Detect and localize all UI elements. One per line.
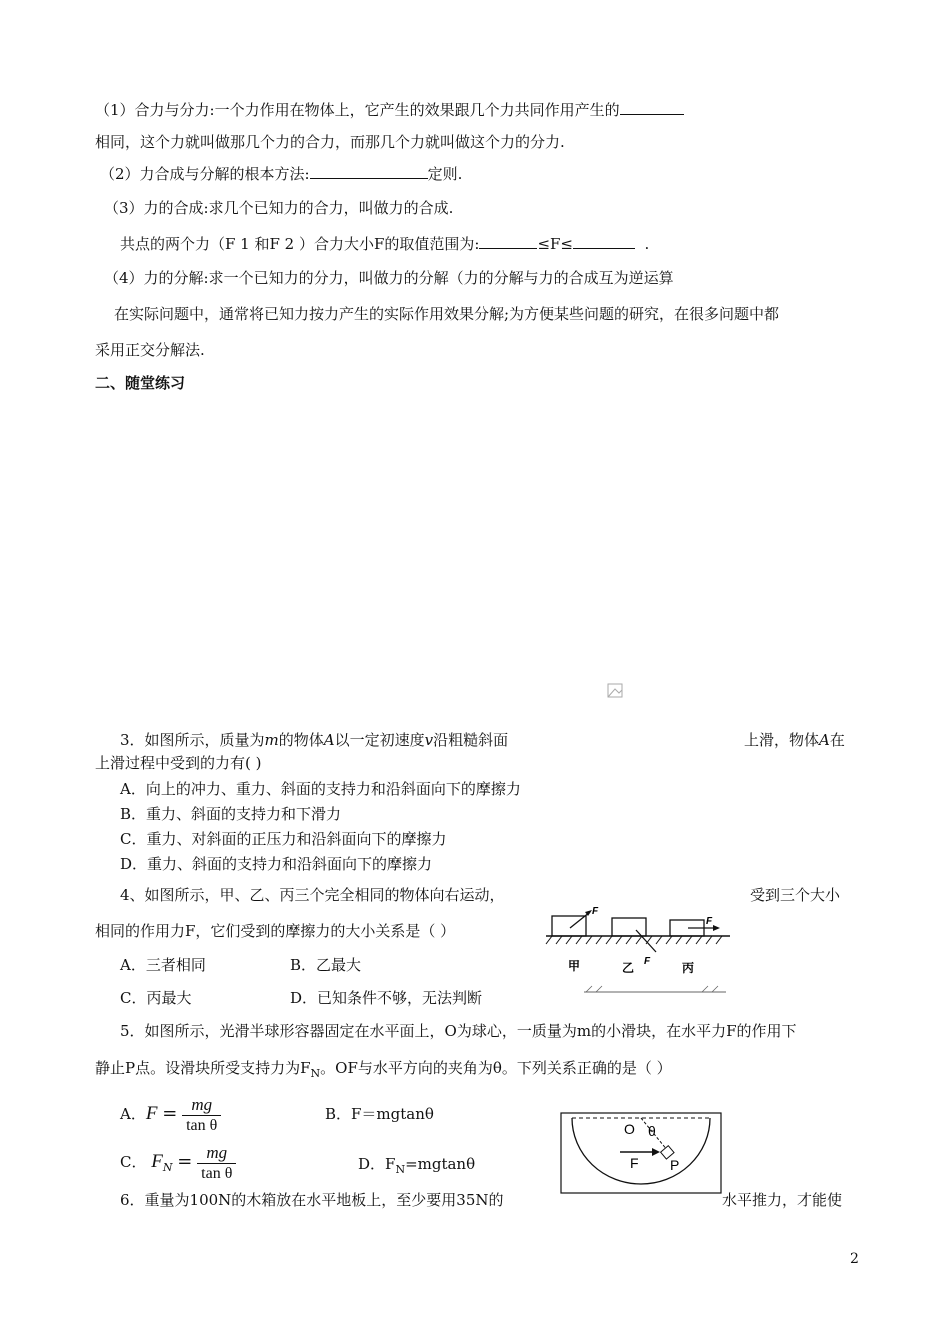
option-d: D．$F_N=mgtan\theta$ [358,1155,476,1176]
text-line: 采用正交分解法. [95,341,205,359]
option-c: C． $F_N$ = $\frac{mg}{\text{tan θ}}$ [120,1142,236,1188]
option-d: D．重力、斜面的支持力和沿斜面向下的摩擦力 [120,855,433,873]
option-b: B．乙最大 [290,956,362,974]
question-4-line: 4、如图所示，甲、乙、丙三个完全相同的物体向右运动， [120,886,505,904]
svg-text:F: F [630,1155,639,1171]
fill-blank [573,234,635,249]
question-4-line-end: 受到三个大小 [750,886,841,904]
text-line: （1）合力与分力:一个力作用在物体上，它产生的效果跟几个力共同作用产生的 [95,100,684,120]
option-a: A．向上的冲力、重力、斜面的支持力和沿斜面向下的摩擦力 [120,780,521,798]
option-b: B．重力、斜面的支持力和下滑力 [120,805,342,823]
friction-figure [540,902,740,1000]
fraction: $\frac{mg}{\text{tan θ}}$ [197,1143,236,1184]
option-b: B．F＝mgtanθ [325,1105,434,1123]
option-a: A．三者相同 [120,956,206,974]
text-line: 在实际问题中，通常将已知力按力产生的实际作用效果分解;为方便某些问题的研究，在很多问题中都 [114,305,780,323]
question-6-line: 6．重量为100N的木箱放在水平地板上，至少要用35N的 [120,1191,504,1209]
question-3-line: 3．如图所示，质量为m的物体A以一定初速度v沿粗糙斜面 [120,731,509,749]
question-5-line: 5．如图所示，光滑半球形容器固定在水平面上，O为球心，一质量为m的小滑块，在水平力F的作用下 [120,1022,797,1040]
option-d: D．已知条件不够，无法判断 [290,989,483,1007]
text-line: （3）力的合成:求几个已知力的合力，叫做力的合成. [104,199,454,217]
block-yi [612,918,646,936]
option-c: C．重力、对斜面的正压力和沿斜面向下的摩擦力 [120,830,447,848]
svg-text:丙: 丙 [682,961,695,975]
svg-text:乙: 乙 [622,961,635,975]
question-3-line-end: 上滑，物体A在 [744,731,845,749]
svg-text:F: F [644,956,651,967]
option-a: A．F = $\frac{mg}{\text{tan θ}}$ [120,1094,221,1136]
question-4-line: 相同的作用力F，它们受到的摩擦力的大小关系是（ ） [95,922,456,940]
page-number: 2 [850,1251,859,1267]
question-6-line-end: 水平推力，才能使 [722,1191,843,1209]
hemisphere-figure [560,1112,722,1194]
svg-text:F: F [592,906,599,917]
option-c: C．丙最大 [120,989,192,1007]
fill-blank [479,234,537,249]
text-line: 共点的两个力（F 1 和F 2 ）合力大小F的取值范围为: ≤F≤ . [120,235,650,253]
broken-image-icon [606,682,626,700]
fraction: $\frac{mg}{\text{tan θ}}$ [182,1095,221,1136]
question-3-line: 上滑过程中受到的力有( ) [95,754,262,772]
svg-text:F: F [706,916,713,927]
svg-text:O: O [624,1121,635,1137]
svg-text:θ: θ [648,1123,656,1139]
text-line: （4）力的分解:求一个已知力的分力，叫做力的分解（力的分解与力的合成互为逆运算 [104,269,674,287]
svg-text:P: P [670,1157,680,1173]
svg-text:甲: 甲 [568,959,581,973]
question-5-line: 静止P点。设滑块所受支持力为$F_N$。OF与水平方向的夹角为θ。下列关系正确的是（ ） [95,1059,672,1080]
text-line: 相同，这个力就叫做那几个力的合力，而那几个力就叫做这个力的分力. [95,133,565,151]
fill-blank [310,164,428,179]
text-line: （2）力合成与分解的根本方法: 定则. [100,165,463,183]
section-heading: 二、随堂练习 [95,374,186,392]
fill-blank [620,100,684,115]
